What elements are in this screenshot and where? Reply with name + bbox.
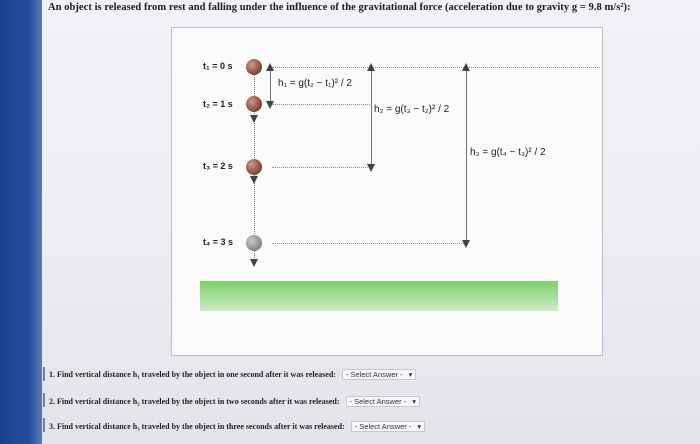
h1-formula: h₁ = g(t₂ − t₁)² / 2 [278,78,352,89]
question-3-marker [43,418,45,432]
dropdown-caret-icon: ▾ [417,422,422,431]
h1-dimension-line [270,70,271,104]
question-1-answer-select[interactable]: - Select Answer - ▾ [342,369,416,380]
question-1 [49,369,416,380]
time-label-t3: t₃ = 2 s [203,161,233,171]
h2-arrow-top [367,63,375,71]
ground [200,281,558,311]
question-1-marker [43,367,45,381]
velocity-arrow-t3 [250,176,258,184]
question-3 [49,421,425,432]
h2-formula: h₂ = g(t₃ − t₂)² / 2 [374,104,450,115]
time-label-t2: t₂ = 1 s [203,99,233,109]
ball-at-t1 [246,59,262,75]
h3-arrow-bottom [462,240,470,248]
time-label-t4: t₄ = 3 s [203,237,234,247]
question-1-text: 1. Find vertical distance h₁ traveled by the object in one second after it was released: [49,370,336,379]
h2-dimension-line [371,70,372,166]
h1-arrow-top [266,63,274,71]
h1-arrow-bottom [266,101,274,109]
level-line-t2 [272,104,372,105]
h3-formula: h₃ = g(t₄ − t₃)² / 2 [470,147,546,158]
problem-statement: An object is released from rest and falling under the influence of the gravitational force (acceleration due to gravity g = 9.8 m/s²): [48,2,631,13]
question-2-answer-select[interactable]: - Select Answer - ▾ [346,396,420,407]
ball-at-t2 [246,96,262,112]
question-2-marker [43,393,45,407]
level-line-t3 [272,167,372,168]
question-2-text: 2. Find vertical distance h₂ traveled by the object in two seconds after it was released: [49,397,340,406]
h3-arrow-top [462,63,470,71]
time-label-t1: t₁ = 0 s [203,61,233,71]
question-2 [49,396,420,407]
screen-left-edge [0,0,42,444]
dropdown-caret-icon: ▾ [412,397,416,406]
level-line-t1 [272,67,600,68]
question-3-text: 3. Find vertical distance h₃ traveled by the object in three seconds after it was released: [49,422,345,431]
h3-dimension-line [466,70,467,242]
ball-at-t3 [246,159,262,175]
question-3-answer-select[interactable]: - Select Answer - ▾ [351,421,425,432]
dropdown-caret-icon: ▾ [408,370,413,379]
ball-at-t4 [246,235,262,251]
level-line-t4 [272,243,468,244]
h2-arrow-bottom [367,164,375,172]
velocity-arrow-t2 [250,115,258,123]
velocity-arrow-t4 [250,259,258,267]
